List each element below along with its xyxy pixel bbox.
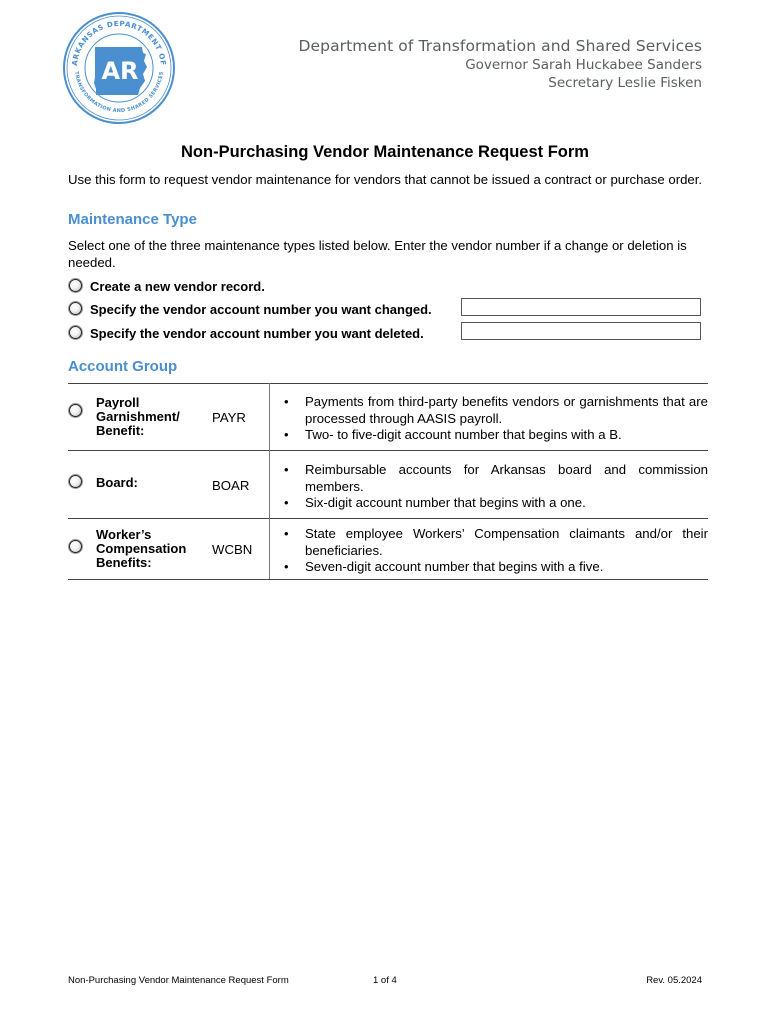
account-group-radio-wcbn[interactable] — [69, 540, 82, 553]
account-group-radio-boar[interactable] — [69, 475, 82, 488]
bullet-item: • Seven-digit account number that begins with a five. — [284, 559, 604, 574]
bullet-item: • State employee Workers’ Compensation claimants and/or their beneficiaries. — [284, 526, 708, 558]
agency-name: Department of Transformation and Shared Services — [298, 37, 702, 55]
seal-monogram: AR — [101, 57, 139, 85]
bullet-item: • Payments from third-party benefits vendors or garnishments that are processed through AASIS payroll. — [284, 394, 708, 426]
account-group-bullets — [284, 462, 708, 512]
bullet-item: • Two- to five-digit account number that begins with a B. — [284, 427, 622, 442]
account-group-radio-payr[interactable] — [69, 404, 82, 417]
maintenance-radio-change[interactable] — [69, 302, 82, 315]
account-group-label: Payroll Garnishment/ Benefit: — [96, 395, 180, 438]
seal-ring-bottom-text: TRANSFORMATION AND SHARED SERVICES — [73, 71, 165, 115]
table-rule — [68, 450, 708, 451]
table-column-divider — [269, 383, 270, 579]
maintenance-type-heading: Maintenance Type — [68, 211, 197, 228]
maintenance-option-create-label: Create a new vendor record. — [90, 279, 265, 294]
account-group-heading: Account Group — [68, 358, 178, 375]
account-group-code: BOAR — [212, 478, 250, 493]
table-rule — [68, 579, 708, 580]
agency-seal — [62, 11, 176, 125]
table-rule — [68, 383, 708, 384]
maintenance-option-delete-label: Specify the vendor account number you want deleted. — [90, 326, 424, 341]
account-group-bullets — [284, 394, 708, 444]
footer-revision: Rev. 05.2024 — [646, 975, 702, 986]
footer-form-name: Non-Purchasing Vendor Maintenance Request Form — [68, 975, 289, 986]
account-group-label: Worker’s Compensation Benefits: — [96, 527, 187, 570]
seal-ring-top-text: ARKANSAS DEPARTMENT OF — [69, 18, 169, 67]
maintenance-radio-create[interactable] — [69, 279, 82, 292]
change-vendor-number-field[interactable] — [461, 298, 701, 316]
form-title: Non-Purchasing Vendor Maintenance Request Form — [181, 143, 589, 161]
account-group-code: PAYR — [212, 410, 246, 425]
secretary-name: Secretary Leslie Fisken — [548, 75, 702, 91]
governor-name: Governor Sarah Huckabee Sanders — [465, 57, 702, 73]
account-group-bullets — [284, 526, 708, 576]
table-rule — [68, 518, 708, 519]
footer-page-number: 1 of 4 — [373, 975, 397, 986]
account-group-label: Board: — [96, 475, 138, 490]
maintenance-radio-delete[interactable] — [69, 326, 82, 339]
maintenance-type-description: Select one of the three maintenance types listed below. Enter the vendor number if a change or deletion is needed. — [68, 238, 687, 270]
bullet-item: • Six-digit account number that begins with a one. — [284, 495, 586, 510]
bullet-item: • Reimbursable accounts for Arkansas board and commission members. — [284, 462, 708, 494]
account-group-code: WCBN — [212, 542, 253, 557]
delete-vendor-number-field[interactable] — [461, 322, 701, 340]
agency-seal-graphic — [62, 11, 176, 125]
maintenance-option-change-label: Specify the vendor account number you want changed. — [90, 302, 432, 317]
form-intro: Use this form to request vendor maintenance for vendors that cannot be issued a contract or purchase order. — [68, 172, 703, 187]
